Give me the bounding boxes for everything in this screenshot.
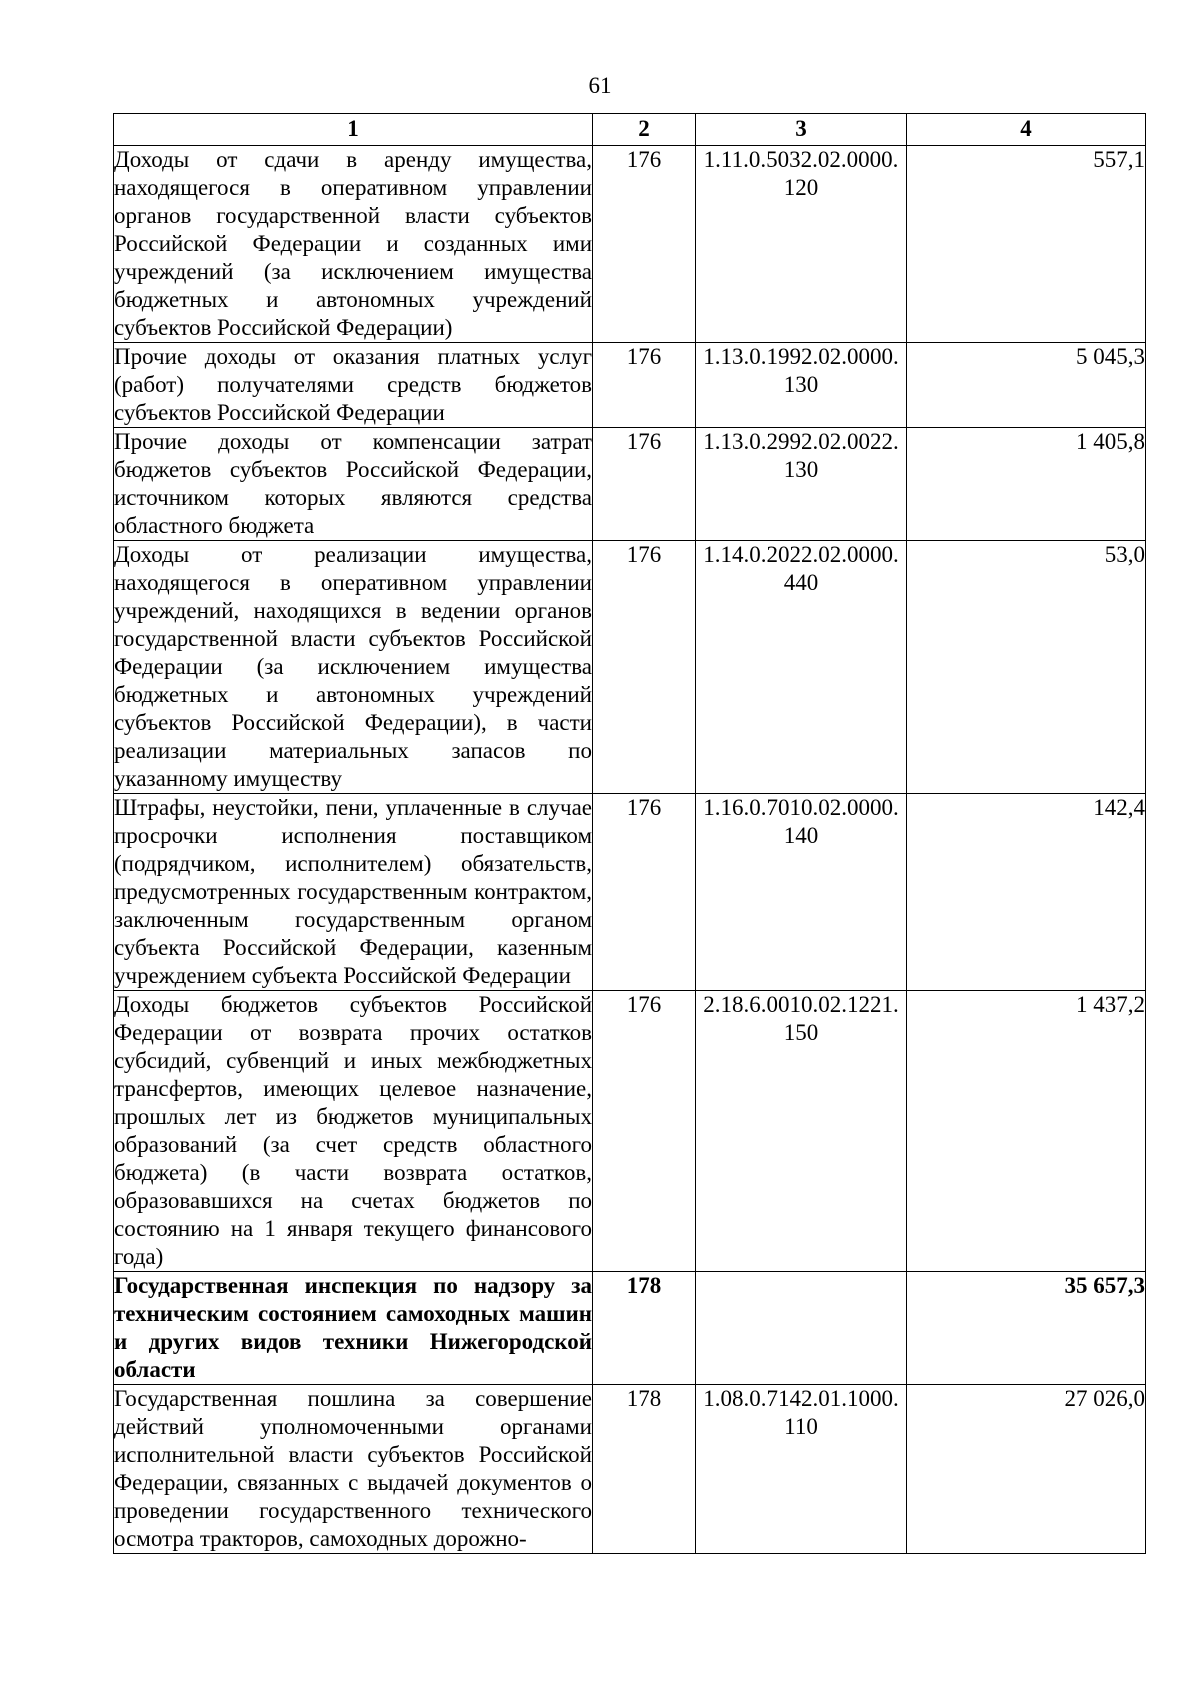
table-row	[114, 794, 1146, 991]
row-budget-code: 2.18.6.0010.02.1221. 150	[696, 991, 907, 1272]
row-budget-code: 1.13.0.1992.02.0000. 130	[696, 343, 907, 428]
row-budget-code: 1.13.0.2992.02.0022. 130	[696, 428, 907, 541]
row-amount: 557,1	[907, 146, 1146, 343]
row-amount: 1 437,2	[907, 991, 1146, 1272]
row-admin-code: 176	[593, 146, 696, 343]
row-amount: 5 045,3	[907, 343, 1146, 428]
row-amount: 27 026,0	[907, 1385, 1146, 1554]
row-budget-code: 1.14.0.2022.02.0000. 440	[696, 541, 907, 794]
row-description: Доходы от реализации имущества, находящегося в оперативном управлении учреждений, находящихся в ведении органов государственной власти субъектов Российской Федерации (за исключением имущества бюджетных и автономных учреждений субъектов Российской Федерации), в части реализации материальных запасов по указанному имуществу	[114, 541, 593, 794]
row-admin-code: 176	[593, 541, 696, 794]
page-number: 61	[588, 73, 612, 98]
table-row	[114, 991, 1146, 1272]
row-admin-code: 176	[593, 428, 696, 541]
column-header-1: 1	[114, 114, 593, 146]
row-budget-code	[696, 1272, 907, 1385]
row-amount: 1 405,8	[907, 428, 1146, 541]
row-amount: 53,0	[907, 541, 1146, 794]
row-admin-code: 176	[593, 794, 696, 991]
row-amount: 35 657,3	[907, 1272, 1146, 1385]
row-description: Государственная пошлина за совершение действий уполномоченными органами исполнительной власти субъектов Российской Федерации, связанных с выдачей документов о проведении государственного технического осмотра тракторов, самоходных дорожно-	[114, 1385, 593, 1554]
row-budget-code: 1.11.0.5032.02.0000. 120	[696, 146, 907, 343]
table-row	[114, 343, 1146, 428]
row-description: Государственная инспекция по надзору за техническим состоянием самоходных машин и других видов техники Нижегородской области	[114, 1272, 593, 1385]
row-budget-code: 1.08.0.7142.01.1000. 110	[696, 1385, 907, 1554]
column-header-3: 3	[696, 114, 907, 146]
column-header-4: 4	[907, 114, 1146, 146]
table-header-row	[114, 114, 1146, 146]
table-row	[114, 541, 1146, 794]
row-admin-code: 176	[593, 343, 696, 428]
table-row	[114, 1272, 1146, 1385]
row-description: Прочие доходы от компенсации затрат бюджетов субъектов Российской Федерации, источником которых являются средства областного бюджета	[114, 428, 593, 541]
row-admin-code: 178	[593, 1272, 696, 1385]
revenue-table	[113, 113, 1146, 1554]
row-admin-code: 176	[593, 991, 696, 1272]
row-amount: 142,4	[907, 794, 1146, 991]
row-description: Штрафы, неустойки, пени, уплаченные в случае просрочки исполнения поставщиком (подрядчиком, исполнителем) обязательств, предусмотренных государственным контрактом, заключенным государственным органом субъекта Российской Федерации, казенным учреждением субъекта Российской Федерации	[114, 794, 593, 991]
row-description: Доходы от сдачи в аренду имущества, находящегося в оперативном управлении органов государственной власти субъектов Российской Федерации и созданных ими учреждений (за исключением имущества бюджетных и автономных учреждений субъектов Российской Федерации)	[114, 146, 593, 343]
table-row	[114, 146, 1146, 343]
row-description: Доходы бюджетов субъектов Российской Федерации от возврата прочих остатков субсидий, субвенций и иных межбюджетных трансфертов, имеющих целевое назначение, прошлых лет из бюджетов муниципальных образований (за счет средств областного бюджета) (в части возврата остатков, образовавшихся на счетах бюджетов по состоянию на 1 января текущего финансового года)	[114, 991, 593, 1272]
row-budget-code: 1.16.0.7010.02.0000. 140	[696, 794, 907, 991]
table-body	[114, 146, 1146, 1554]
column-header-2: 2	[593, 114, 696, 146]
row-description: Прочие доходы от оказания платных услуг (работ) получателями средств бюджетов субъектов Российской Федерации	[114, 343, 593, 428]
table-row	[114, 1385, 1146, 1554]
table-row	[114, 428, 1146, 541]
row-admin-code: 178	[593, 1385, 696, 1554]
